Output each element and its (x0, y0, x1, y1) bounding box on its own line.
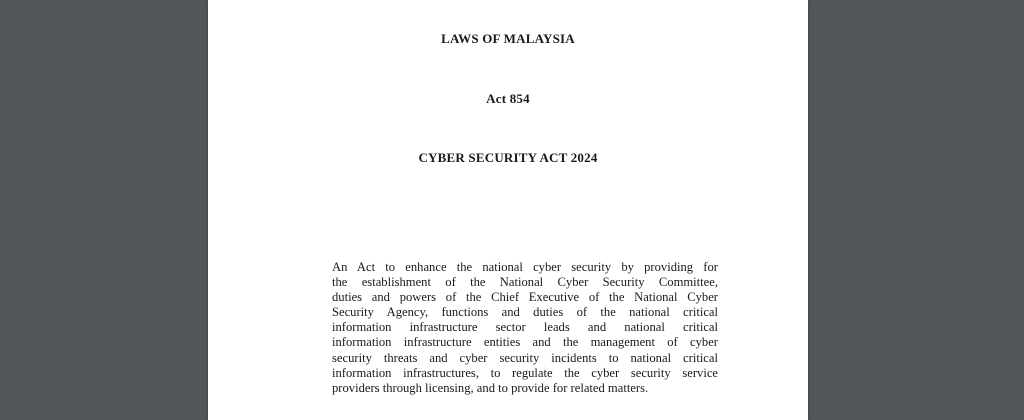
long-title-line: information infrastructure sector leads and national critical (332, 320, 718, 335)
long-title-line: duties and powers of the Chief Executive of the National Cyber (332, 290, 718, 305)
long-title-line: An Act to enhance the national cyber security by providing for (332, 260, 718, 274)
laws-of-malaysia-heading: LAWS OF MALAYSIA (441, 31, 575, 46)
document-page (208, 0, 808, 420)
act-title: CYBER SECURITY ACT 2024 (418, 150, 598, 165)
long-title-line: information infrastructure entities and the management of cyber (332, 335, 718, 350)
long-title-line: information infrastructures, to regulate the cyber security service (332, 365, 718, 380)
long-title-line: the establishment of the National Cyber Security Committee, (332, 275, 718, 290)
long-title-line: security threats and cyber security incidents to national critical (332, 350, 718, 365)
long-title-line: Security Agency, functions and duties of the national critical (332, 305, 718, 320)
long-title-line: providers through licensing, and to provide for related matters. (332, 380, 649, 395)
long-title-paragraph (332, 260, 718, 396)
act-number: Act 854 (486, 91, 530, 106)
